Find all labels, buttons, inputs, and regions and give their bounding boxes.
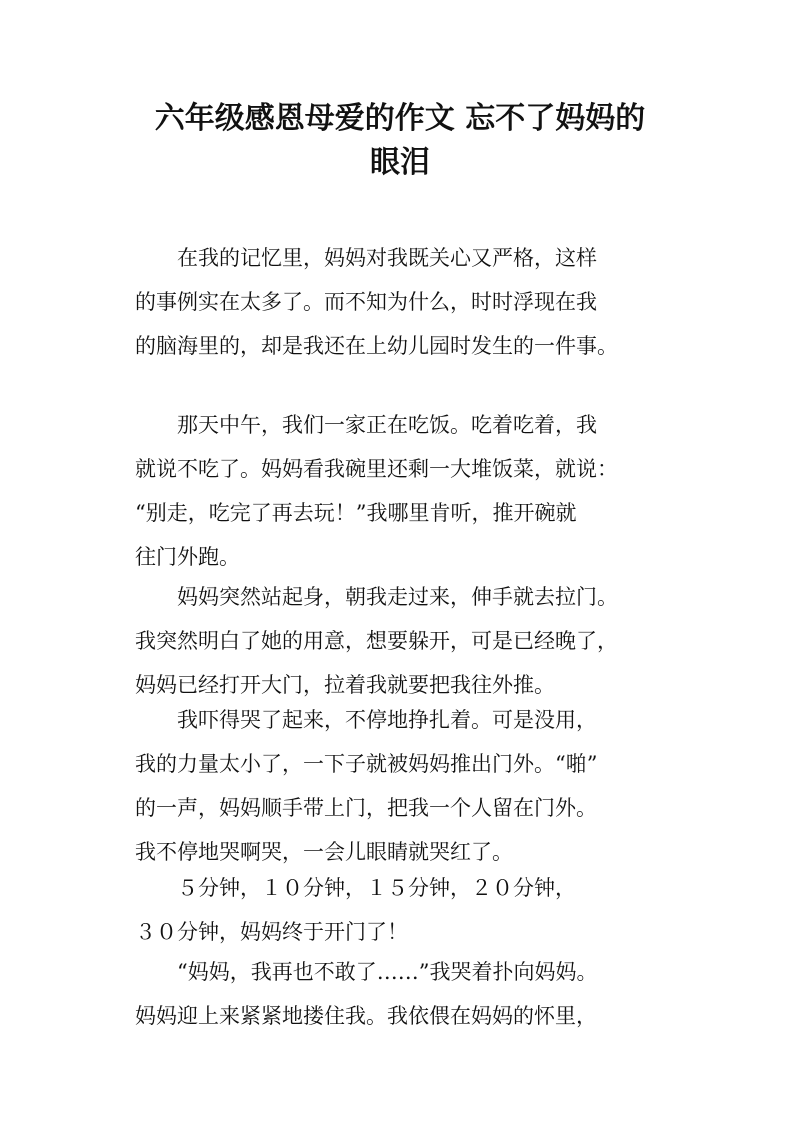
paragraph-line: 那天中午，我们一家正在吃饭。吃着吃着，我 — [135, 413, 597, 437]
paragraph-line: 我不停地哭啊哭，一会儿眼睛就哭红了。 — [135, 840, 513, 864]
paragraph-line: 就说不吃了。妈妈看我碗里还剩一大堆饭菜，就说： — [135, 457, 618, 481]
paragraph-5 — [135, 866, 695, 954]
paragraph-line: 在我的记忆里，妈妈对我既关心又严格，这样 — [135, 246, 597, 270]
document-title-line-2: 眼泪 — [370, 145, 430, 180]
paragraph-line: 我突然明白了她的用意，想要躲开，可是已经晚了， — [135, 629, 618, 653]
paragraph-3 — [135, 575, 695, 707]
paragraph-line: 我吓得哭了起来，不停地挣扎着。可是没用， — [135, 708, 597, 732]
paragraph-line: 妈妈已经打开大门，拉着我就要把我往外推。 — [135, 673, 555, 697]
paragraph-line: 的脑海里的，却是我还在上幼儿园时发生的一件事。 — [135, 334, 618, 358]
paragraph-line: 的一声，妈妈顺手带上门，把我一个人留在门外。 — [135, 796, 597, 820]
paragraph-line: 妈妈迎上来紧紧地搂住我。我依偎在妈妈的怀里， — [135, 1004, 597, 1028]
paragraph-line: “妈妈，我再也不敢了……”我哭着扑向妈妈。 — [135, 960, 598, 984]
paragraph-4 — [135, 698, 695, 874]
paragraph-line: ５分钟，１０分钟，１５分钟，２０分钟， — [135, 876, 576, 900]
paragraph-line: 妈妈突然站起身，朝我走过来，伸手就去拉门。 — [135, 585, 618, 609]
paragraph-line: 的事例实在太多了。而不知为什么，时时浮现在我 — [135, 290, 597, 314]
paragraph-line: ３０分钟，妈妈终于开门了！ — [135, 920, 408, 944]
document-title-line-1: 六年级感恩母爱的作文 忘不了妈妈的 — [154, 101, 646, 136]
paragraph-line: 我的力量太小了，一下子就被妈妈推出门外。“啪” — [135, 752, 598, 776]
paragraph-1 — [135, 236, 695, 368]
paragraph-6 — [135, 950, 695, 1038]
paragraph-2 — [135, 403, 695, 579]
paragraph-line: “别走，吃完了再去玩！”我哪里肯听，推开碗就 — [135, 501, 577, 525]
paragraph-line: 往门外跑。 — [135, 545, 240, 569]
